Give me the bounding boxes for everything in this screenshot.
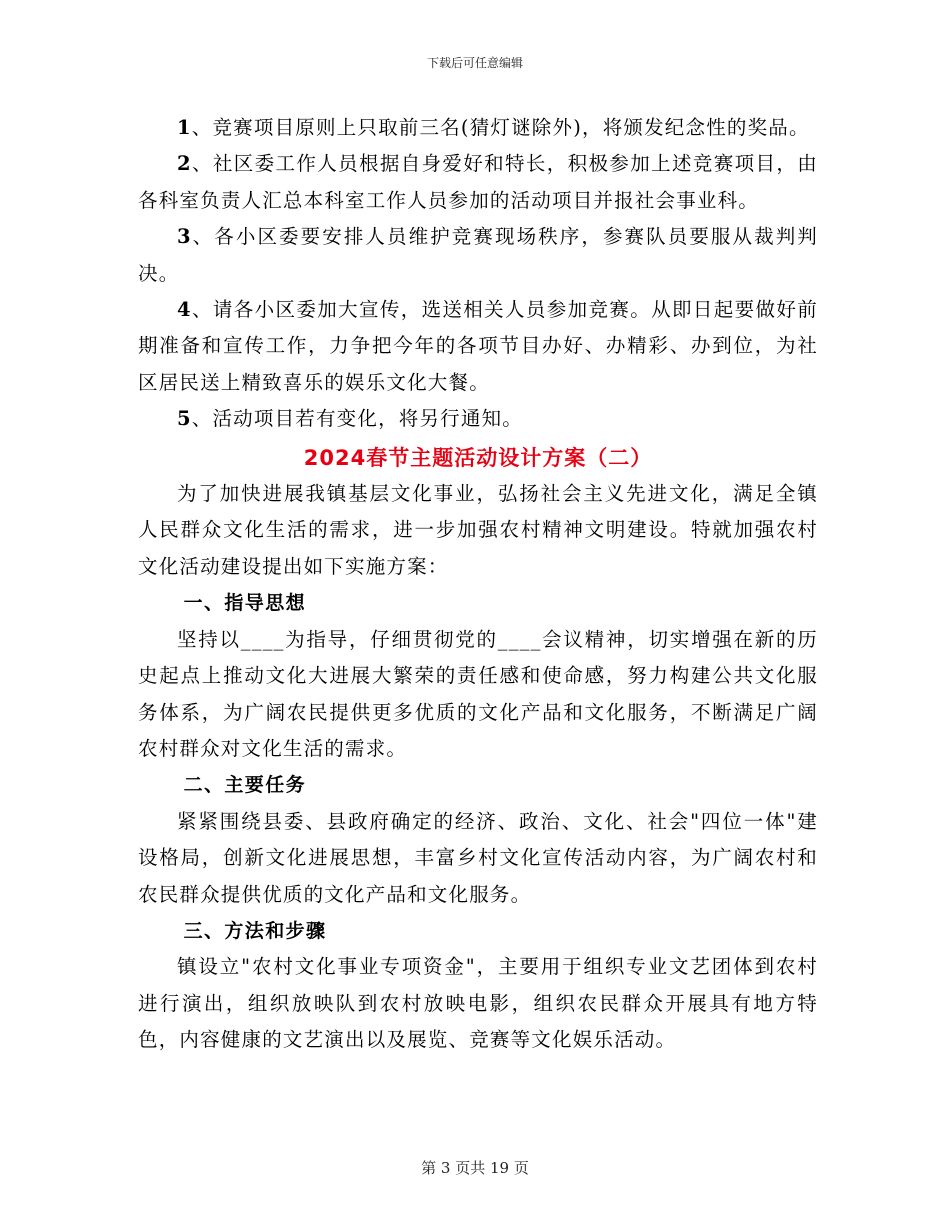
item-text: 、活动项目若有变化，将另行通知。	[191, 407, 523, 431]
list-item	[138, 401, 818, 437]
section-title: 2024春节主题活动设计方案（二）	[303, 445, 653, 470]
item-text: 、请各小区委加大宣传，选送相关人员参加竞赛。从即日起要做好前期准备和宣传工作，力争把今年的各项节目办好、办精彩、办到位，为社区居民送上精致喜乐的娱乐文化大餐。	[138, 298, 818, 394]
list-item	[138, 146, 818, 219]
paragraph-methods-steps: 镇设立"农村文化事业专项资金"，主要用于组织专业文艺团体到农村进行演出，组织放映队到农村放映电影，组织农民群众开展具有地方特色，内容健康的文艺演出以及展览、竞赛等文化娱乐活动。	[138, 955, 818, 1052]
list-item	[138, 292, 818, 401]
item-number: 1	[177, 116, 192, 139]
item-text: 、各小区委要安排人员维护竞赛现场秩序，参赛队员要服从裁判判决。	[138, 225, 818, 285]
item-number: 4	[177, 298, 192, 322]
item-number: 5	[177, 407, 192, 431]
item-text: 、竞赛项目原则上只取前三名(猜灯谜除外)，将颁发纪念性的奖品。	[191, 116, 810, 139]
document-body	[138, 110, 818, 1059]
heading-methods-steps: 三、方法和步骤	[183, 919, 327, 942]
page-footer: 第 3 页共 19 页	[421, 1159, 529, 1177]
list-item	[138, 219, 818, 292]
intro-paragraph: 为了加快进展我镇基层文化事业，弘扬社会主义先进文化，满足全镇人民群众文化生活的需求，进一步加强农村精神文明建设。特就加强农村文化活动建设提出如下实施方案：	[138, 482, 818, 578]
heading-main-tasks: 二、主要任务	[183, 774, 306, 797]
paragraph-main-tasks: 紧紧围绕县委、县政府确定的经济、政治、文化、社会"四位一体"建设格局，创新文化进展思想，丰富乡村文化宣传活动内容，为广阔农村和农民群众提供优质的文化产品和文化服务。	[138, 809, 818, 906]
item-number: 3	[177, 225, 192, 249]
list-item	[138, 110, 818, 146]
page-header: 下载后可任意编辑	[426, 56, 523, 70]
item-number: 2	[177, 152, 192, 176]
paragraph-guiding-ideology: 坚持以____为指导，仔细贯彻党的____会议精神，切实增强在新的历史起点上推动文化大进展大繁荣的责任感和使命感，努力构建公共文化服务体系，为广阔农民提供更多优质的文化产品和文化服务，不断满足广阔农村群众对文化生活的需求。	[138, 627, 818, 760]
item-text: 、社区委工作人员根据自身爱好和特长，积极参加上述竞赛项目，由各科室负责人汇总本科室工作人员参加的活动项目并报社会事业科。	[138, 152, 818, 212]
heading-guiding-ideology: 一、指导思想	[183, 592, 306, 615]
